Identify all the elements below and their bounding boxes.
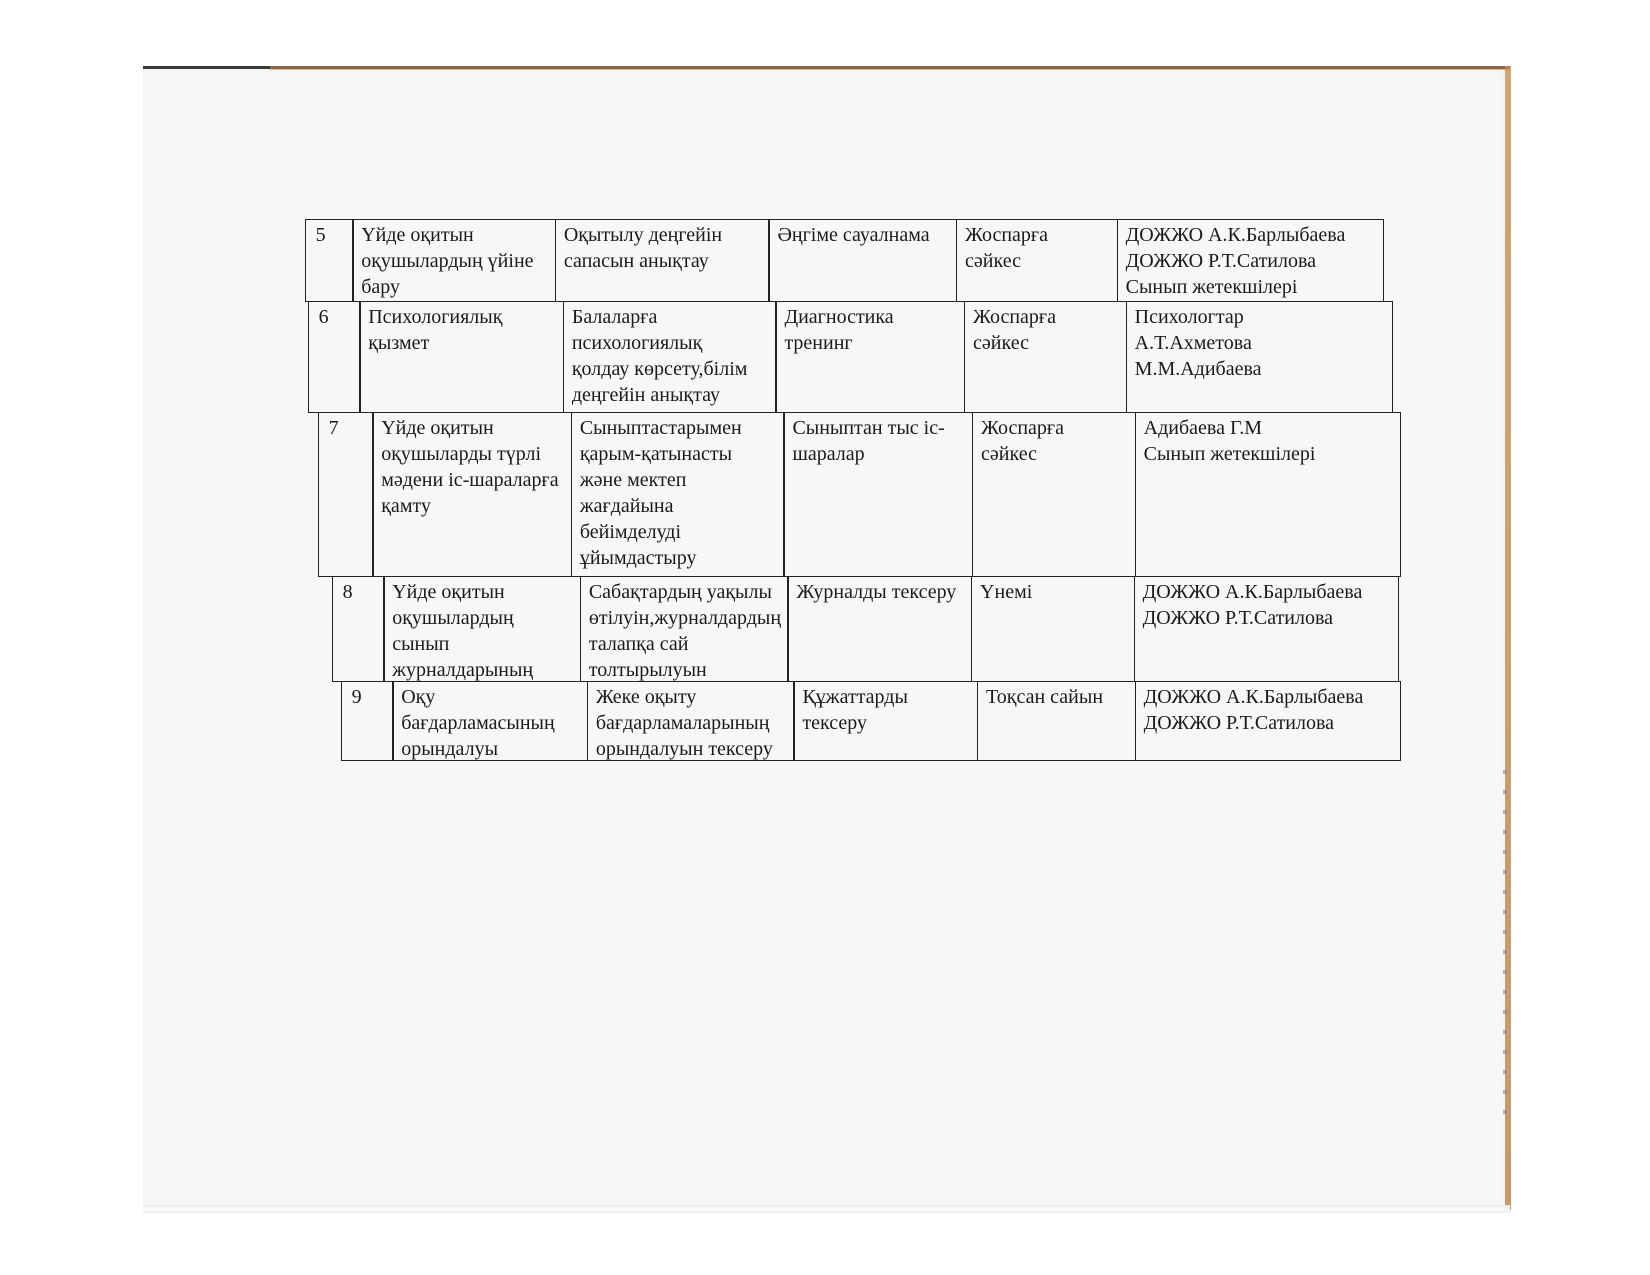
purpose-cell: Сабақтардың уақылы өтілуін,журналдардың талапқа сай толтырылуын — [580, 576, 789, 682]
timing-cell: Жоспарға сәйкес — [972, 412, 1136, 577]
responsible-cell: ДОЖЖО А.К.Барлыбаева ДОЖЖО Р.Т.Сатилова — [1134, 576, 1399, 682]
timing-cell: Үнемі — [971, 576, 1135, 682]
table-row — [342, 682, 1401, 762]
table-row — [309, 302, 1393, 414]
timing-cell: Жоспарға сәйкес — [956, 219, 1118, 302]
timing-cell: Тоқсан сайын — [977, 681, 1136, 761]
method-cell: Сыныптан тыс іс- шаралар — [783, 412, 973, 577]
activity-cell: Оқу бағдарламасының орындалуы — [392, 681, 588, 761]
background-edge — [270, 66, 1510, 70]
purpose-cell: Жеке оқыту бағдарламаларының орындалуын тексеру — [587, 681, 795, 761]
table-row — [319, 413, 1401, 578]
purpose-cell: Сыныптастарымен қарым-қатынасты және мектеп жағдайына бейімделуді ұйымдастыру — [571, 412, 785, 577]
purpose-cell: Балаларға психологиялық қолдау көрсету,білім деңгейін анықтау — [563, 301, 777, 413]
responsible-cell: Адибаева Г.М Сынып жетекшілері — [1135, 412, 1401, 577]
row-number: 9 — [341, 681, 394, 761]
row-number: 5 — [305, 219, 354, 302]
responsible-cell: ДОЖЖО А.К.Барлыбаева ДОЖЖО Р.Т.Сатилова Сынып жетекшілері — [1117, 219, 1384, 302]
method-cell: Әңгіме сауалнама — [768, 219, 957, 302]
table-row — [333, 577, 1399, 683]
activity-cell: Үйде оқитын оқушылардың үйіне бару — [352, 219, 556, 302]
activity-cell: Үйде оқитын оқушылардың сынып журналдарының — [383, 576, 581, 682]
method-cell: Құжаттарды тексеру — [793, 681, 978, 761]
purpose-cell: Оқытылу деңгейін сапасын анықтау — [555, 219, 770, 302]
activity-cell: Психологиялық қызмет — [359, 301, 564, 413]
responsible-cell: Психологтар А.Т.Ахметова М.М.Адибаева — [1126, 301, 1393, 413]
row-number: 6 — [308, 301, 361, 413]
method-cell: Диагностика тренинг — [775, 301, 965, 413]
method-cell: Журналды тексеру — [787, 576, 972, 682]
scan-artifact — [1503, 770, 1507, 1130]
table-row — [306, 220, 1384, 303]
row-number: 8 — [332, 576, 385, 682]
row-number: 7 — [318, 412, 374, 577]
activity-cell: Үйде оқитын оқушыларды түрлі мәдени іс-шараларға қамту — [372, 412, 572, 577]
responsible-cell: ДОЖЖО А.К.Барлыбаева ДОЖЖО Р.Т.Сатилова — [1135, 681, 1401, 761]
timing-cell: Жоспарға сәйкес — [964, 301, 1127, 413]
sheet-bottom-edge — [143, 1205, 1510, 1210]
